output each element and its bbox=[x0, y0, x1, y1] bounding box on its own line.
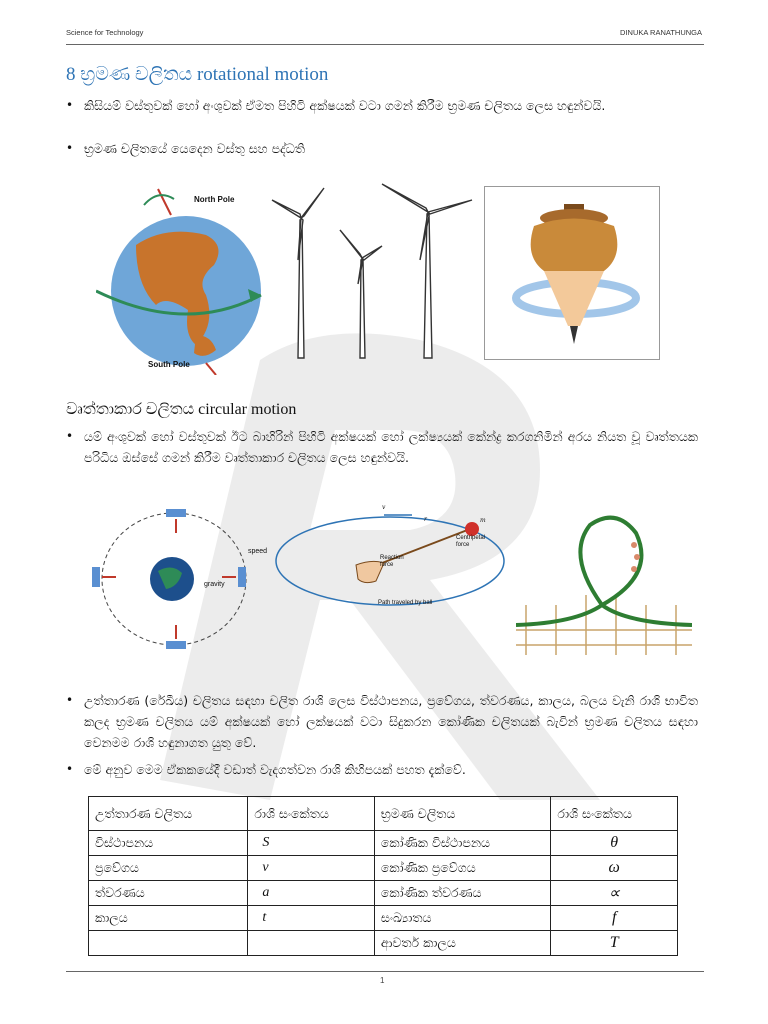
table-header: රාශි සංකේතය bbox=[248, 797, 375, 831]
header-right: DINUKA RANATHUNGA bbox=[620, 28, 702, 37]
satellite-orbit-figure bbox=[86, 505, 266, 655]
bullet-text: කිසියම් වස්තුවක් හෝ අංශුවක් ඒමත පිහිටි අක්ෂයක් වටා ගමන් කිරීම භ්‍රමණ චලිතය ලෙස හඳුන්වයි. bbox=[84, 98, 606, 113]
table-cell: කෝණික විස්ථාපනය bbox=[374, 831, 551, 856]
footer-rule bbox=[66, 971, 704, 972]
table-header: උත්තාරණ චලිතය bbox=[89, 797, 248, 831]
bullet-rotational-systems: • භ්‍රමණ චලිතයේ යෙදෙන වස්තු සහ පද්ධති bbox=[66, 138, 698, 159]
mass-label: m bbox=[480, 517, 486, 524]
table-cell: ω bbox=[551, 856, 678, 881]
table-header-row bbox=[89, 797, 678, 831]
table-cell: T bbox=[551, 931, 678, 956]
table-cell: කෝණික ප්‍රවේගය bbox=[374, 856, 551, 881]
table-row bbox=[89, 881, 678, 906]
bullet-circular-def: • යම් අංශුවක් හෝ වස්තුවක් ඊට බාහිරින් පිහිටි අක්ෂයක් හෝ ලක්ෂ්‍යයක් කේන්ද්‍ර කරගනිමින් අරය නියත වූ වෘත්තයක පරිධිය ඔස්සේ ගමන් කිරීම වෘත්තාකාර චලිතය ලෙස හඳුන්වයි. bbox=[66, 426, 698, 468]
table-cell bbox=[248, 931, 375, 956]
table-row bbox=[89, 856, 678, 881]
bullet-rotational-def: • කිසියම් වස්තුවක් හෝ අංශුවක් ඒමත පිහිටි අක්ෂයක් වටා ගමන් කිරීම භ්‍රමණ චලිතය ලෙස හඳුන්වයි. bbox=[66, 95, 698, 116]
table-cell: θ bbox=[551, 831, 678, 856]
south-pole-label: South Pole bbox=[148, 360, 190, 369]
table-cell: a bbox=[248, 881, 375, 906]
table-row bbox=[89, 931, 678, 956]
header-rule bbox=[66, 44, 704, 45]
table-cell: t bbox=[248, 906, 375, 931]
table-cell: විස්ථාපනය bbox=[89, 831, 248, 856]
radius-label: r bbox=[424, 516, 427, 523]
path-label: Path traveled by ball bbox=[378, 600, 433, 606]
table-header: භ්‍රමණ චලිතය bbox=[374, 797, 551, 831]
wind-turbines-figure bbox=[262, 180, 478, 360]
section-title-circular: වෘත්තාකාර චලිතය circular motion bbox=[66, 401, 297, 418]
table-row bbox=[89, 906, 678, 931]
table-cell: ∝ bbox=[551, 881, 678, 906]
bullet-text: යම් අංශුවක් හෝ වස්තුවක් ඊට බාහිරින් පිහිටි අක්ෂයක් හෝ ලක්ෂ්‍යයක් කේන්ද්‍ර කරගනිමින් අරය නියත වූ වෘත්තයක පරිධිය ඔස්සේ ගමන් කිරීම වෘත්තාකාර චලිතය ලෙස හඳුන්වයි. bbox=[84, 429, 698, 465]
table-cell: ප්‍රවේගය bbox=[89, 856, 248, 881]
table-cell: ආවර්ත කාලය bbox=[374, 931, 551, 956]
spinning-top-figure bbox=[484, 186, 660, 360]
bullet-text: මේ අනුව මෙම ඒකකයේදී වඩාත් වැදගත්වන රාශි කිහිපයක් පහත දැක්වේ. bbox=[84, 762, 466, 777]
bullet-text: භ්‍රමණ චලිතයේ යෙදෙන වස්තු සහ පද්ධති bbox=[84, 141, 305, 156]
table-cell: S bbox=[248, 831, 375, 856]
quantities-table bbox=[88, 796, 678, 956]
table-cell: v bbox=[248, 856, 375, 881]
table-header: රාශි සංකේතය bbox=[551, 797, 678, 831]
reaction-force-label: Reaction force bbox=[380, 555, 404, 568]
gravity-label: gravity bbox=[204, 581, 225, 588]
centripetal-force-label: Centripetal force bbox=[456, 535, 486, 548]
section-title-rotational: 8 භ්‍රමණ චලිතය rotational motion bbox=[66, 64, 329, 85]
page-number: 1 bbox=[380, 976, 385, 985]
velocity-label: v bbox=[382, 504, 386, 511]
table-cell bbox=[89, 931, 248, 956]
bullet-linear-vs-rotational: • උත්තාරණ (රේඛීය) චලිතය සඳහා චලිත රාශි ලෙස විස්ථාපනය, ප්‍රවේගය, ත්වරණය, කාලය, බලය වැනි රාශි භාවිත කලද භ්‍රමණ චලිතය යම් අක්ෂයක් හෝ ලක්ෂයක් වටා සිදුකරන කෝණික චලිතයක් බැවින් භ්‍රමණ චලිතය සඳහා වෙනමම රාශි හඳුනාගත යුතු වේ. bbox=[66, 690, 698, 753]
north-pole-label: North Pole bbox=[194, 195, 235, 204]
table-cell: කාලය bbox=[89, 906, 248, 931]
table-cell: සංඛ්‍යාතය bbox=[374, 906, 551, 931]
table-cell: ත්වරණය bbox=[89, 881, 248, 906]
bullet-quantities-intro: • මේ අනුව මෙම ඒකකයේදී වඩාත් වැදගත්වන රාශි කිහිපයක් පහත දැක්වේ. bbox=[66, 759, 698, 780]
table-row bbox=[89, 831, 678, 856]
roller-coaster-figure bbox=[516, 505, 692, 655]
earth-rotation-figure bbox=[96, 185, 266, 375]
bullet-text: උත්තාරණ (රේඛීය) චලිතය සඳහා චලිත රාශි ලෙස විස්ථාපනය, ප්‍රවේගය, ත්වරණය, කාලය, බලය වැනි රාශි භාවිත කලද භ්‍රමණ චලිතය යම් අක්ෂයක් හෝ ලක්ෂයක් වටා සිදුකරන කෝණික චලිතයක් බැවින් භ්‍රමණ චලිතය සඳහා වෙනමම රාශි හඳුනාගත යුතු වේ. bbox=[84, 693, 698, 750]
table-cell: f bbox=[551, 906, 678, 931]
speed-label: speed bbox=[248, 548, 268, 555]
table-cell: කෝණික ත්වරණය bbox=[374, 881, 551, 906]
header-left: Science for Technology bbox=[66, 28, 144, 37]
